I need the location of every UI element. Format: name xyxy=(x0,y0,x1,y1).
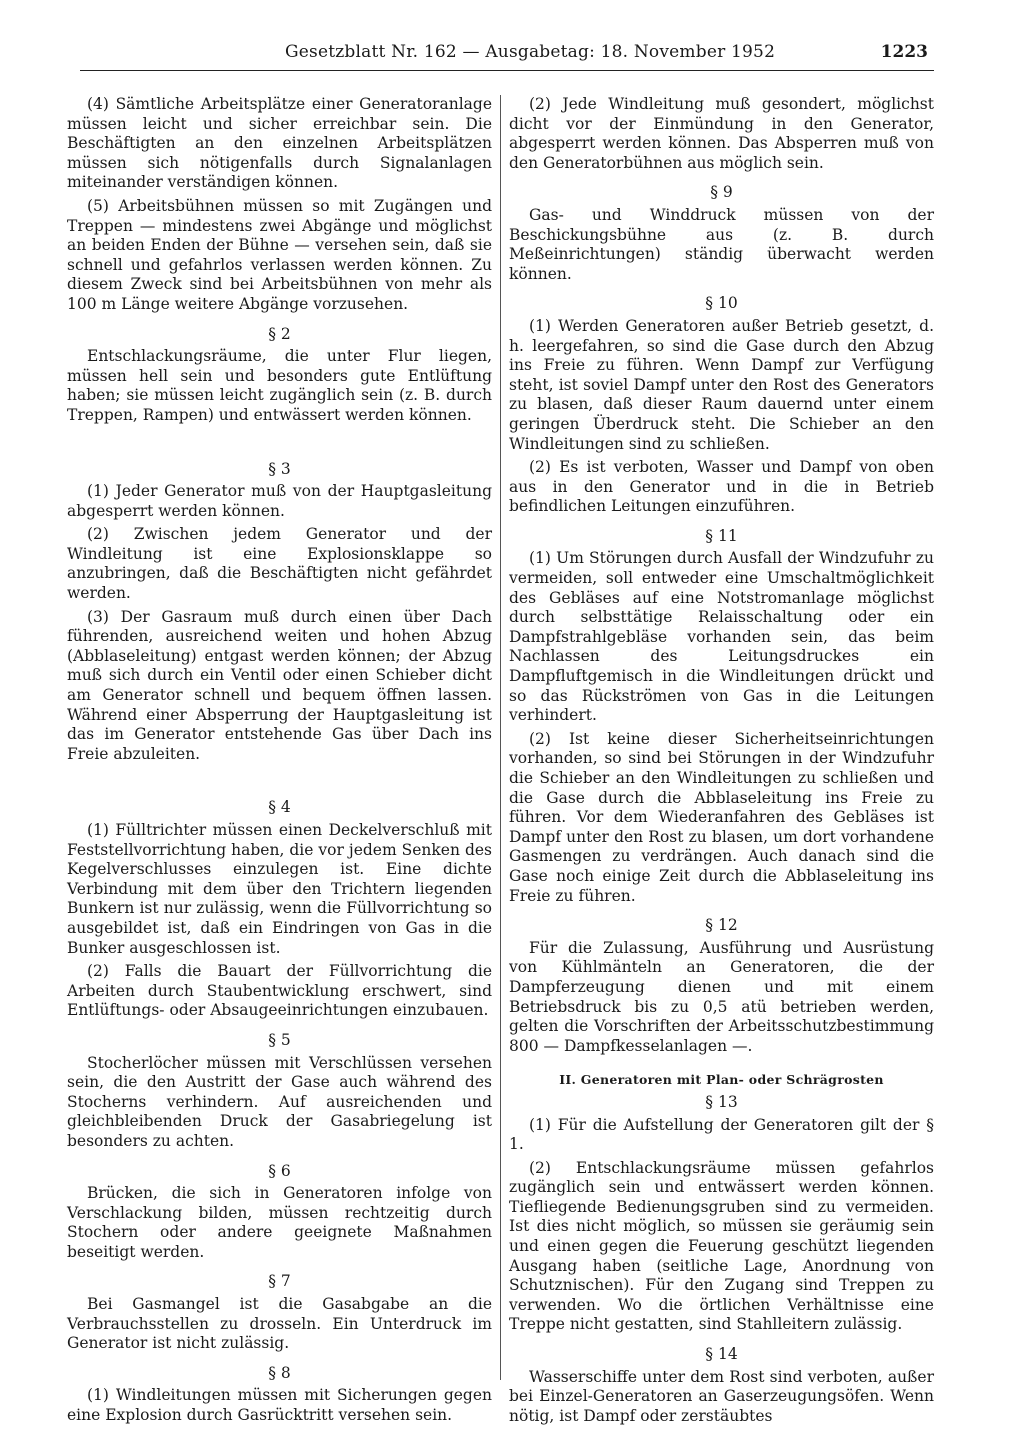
paragraph: Brücken, die sich in Generatoren infolge von Verschlackung bilden, müssen rechtzeitig durch Stochern oder andere geeignete Maßnahmen beseitigt werden. xyxy=(67,1184,492,1261)
paragraph: (3) Der Gasraum muß durch einen über Dach führenden, ausreichend weiten und hohen Abzug (Abblaseleitung) entgast werden können; der Abzug muß sich durch ein Ventil oder einen Schieber dicht am Generator schnell und bequem öffnen lassen. Während einer Absperrung der Hauptgasleitung ist das im Generator entstehende Gas über Dach ins Freie abzuleiten. xyxy=(67,607,492,763)
section-heading: § 4 xyxy=(268,798,291,817)
section-heading: § 7 xyxy=(268,1272,291,1291)
paragraph: (5) Arbeitsbühnen müssen so mit Zugängen und Treppen — mindestens zwei Abgänge und möglichst an beiden Enden der Bühne — versehen sein, daß sie schnell und gefahrlos verlassen werden können. Zu diesem Zweck sind bei Arbeitsbühnen von mehr als 100 m Länge weitere Abgänge vorzusehen. xyxy=(67,196,492,313)
section-heading: § 10 xyxy=(705,294,738,313)
paragraph: (1) Werden Generatoren außer Betrieb gesetzt, d. h. leergefahren, so sind die Gase durch den Abzug ins Freie zu führen. Wenn Dampf zur Verfügung steht, ist soviel Dampf unter den Rost des Generators zu blasen, daß dieser Raum dauernd unter einem geringen Überdruck steht. Die Schieber an den Windleitungen sind zu schließen. xyxy=(509,316,934,453)
section-heading: § 13 xyxy=(705,1092,738,1111)
paragraph: Stocherlöcher müssen mit Verschlüssen versehen sein, die den Austritt der Gase auch während des Stocherns verhindern. Auf ausreichenden und gleichbleibenden Druck der Gasabriegelung ist besonders zu achten. xyxy=(67,1053,492,1150)
section-heading: § 5 xyxy=(268,1030,291,1049)
header-rule xyxy=(80,70,934,71)
section-heading: § 14 xyxy=(705,1345,738,1364)
header-title: Gesetzblatt Nr. 162 — Ausgabetag: 18. November 1952 xyxy=(285,42,776,62)
section-heading: § 11 xyxy=(705,526,738,545)
paragraph: (4) Sämtliche Arbeitsplätze einer Generatoranlage müssen leicht und sicher erreichbar sein. Die Beschäftigten an den einzelnen Arbeitsplätzen müssen sich nötigenfalls durch Signalanlagen miteinander verständigen können. xyxy=(67,95,492,192)
paragraph: (1) Um Störungen durch Ausfall der Windzufuhr zu vermeiden, soll entweder eine Umschaltmöglichkeit des Gebläses auf eine Notstromanlage möglichst durch selbsttätige Relaisschaltung oder ein Dampfstrahlgebläse vorhanden sein, das beim Nachlassen des Leitungsdruckes ein Dampfluftgemisch in die Windleitungen drückt und so das Rückströmen von Gas in die Leitungen verhindert. xyxy=(509,549,934,725)
paragraph: Gas- und Winddruck müssen von der Beschickungsbühne aus (z. B. durch Meßeinrichtungen) ständig überwacht werden können. xyxy=(509,205,934,283)
part-title: II. Generatoren mit Plan- oder Schrägrosten xyxy=(559,1072,884,1088)
paragraph: (2) Zwischen jedem Generator und der Windleitung ist eine Explosionsklappe so anzubringen, daß die Beschäftigten nicht gefährdet werden. xyxy=(67,525,492,603)
paragraph: Für die Zulassung, Ausführung und Ausrüstung von Kühlmänteln an Generatoren, die der Dampferzeugung dienen und mit einem Betriebsdruck bis zu 0,5 atü betrieben werden, gelten die Vorschriften der Arbeitsschutzbestimmung 800 — Dampfkesselanlagen —. xyxy=(509,938,934,1055)
paragraph: Bei Gasmangel ist die Gasabgabe an die Verbrauchsstellen zu drosseln. Ein Unterdruck im Generator ist nicht zulässig. xyxy=(67,1295,492,1353)
section-heading: § 9 xyxy=(710,183,733,202)
paragraph: (1) Windleitungen müssen mit Sicherungen gegen eine Explosion durch Gasrücktritt versehen sein. xyxy=(67,1386,492,1425)
paragraph: (2) Falls die Bauart der Füllvorrichtung die Arbeiten durch Staubentwicklung erschwert, sind Entlüftungs- oder Absaugeeinrichtungen einzubauen. xyxy=(67,962,492,1020)
section-heading: § 12 xyxy=(705,916,738,935)
column-divider xyxy=(500,95,501,1380)
paragraph: Wasserschiffe unter dem Rost sind verboten, außer bei Einzel-Generatoren an Gaserzeugungsöfen. Wenn nötig, ist Dampf oder zerstäubtes xyxy=(509,1367,934,1425)
paragraph: (2) Es ist verboten, Wasser und Dampf von oben aus in den Generator und in die in Betrieb befindlichen Leitungen einzuführen. xyxy=(509,458,934,516)
paragraph: (1) Für die Aufstellung der Generatoren gilt der § 1. xyxy=(509,1115,934,1154)
paragraph: (2) Ist keine dieser Sicherheitseinrichtungen vorhanden, so sind bei Störungen in der Windzufuhr die Schieber an den Windleitungen zu schließen und die Gase durch die Abblaseleitung ins Freie zu führen. Vor dem Wiederanfahren des Gebläses ist Dampf unter den Rost zu blasen, um dort vorhandene Gasmengen zu verdrängen. Auch danach sind die Gase noch einige Zeit durch die Abblaseleitung ins Freie zu führen. xyxy=(509,729,934,905)
section-heading: § 6 xyxy=(268,1161,291,1180)
page-number: 1223 xyxy=(880,42,928,62)
paragraph: (2) Entschlackungsräume müssen gefahrlos zugänglich sein und entwässert werden können. Tiefliegende Bedienungsgruben sind zu vermeiden. Ist dies nicht möglich, so müssen sie geräumig sein und einen gegen die Feuerung geschützt liegenden Ausgang haben (seitliche Lage, Anordnung von Schutznischen). Für den Zugang sind Treppen zu verwenden. Wo die örtlichen Verhältnisse eine Treppe nicht gestatten, sind Stahlleitern zulässig. xyxy=(509,1158,934,1334)
section-heading: § 2 xyxy=(268,324,291,343)
paragraph: (1) Fülltrichter müssen einen Deckelverschluß mit Feststellvorrichtung haben, die vor jedem Senken des Kegelverschlusses einzulegen ist. Eine dichte Verbindung mit dem über den Trichtern liegenden Bunkern ist nur zulässig, wenn die Füllvorrichtung so ausgebildet ist, daß ein Eindringen von Gas in die Bunker ausgeschlossen ist. xyxy=(67,821,492,957)
left-column xyxy=(67,95,492,1430)
paragraph: Entschlackungsräume, die unter Flur liegen, müssen hell sein und besonders gute Entlüftung haben; sie müssen leicht zugänglich sein (z. B. durch Treppen, Rampen) und entwässert werden können. xyxy=(67,347,492,424)
section-heading: § 3 xyxy=(268,459,291,478)
page-header xyxy=(80,42,934,74)
section-heading: § 8 xyxy=(268,1363,291,1382)
paragraph: (2) Jede Windleitung muß gesondert, möglichst dicht vor der Einmündung in den Generator, abgesperrt werden können. Das Absperren muß von den Generatorbühnen aus möglich sein. xyxy=(509,95,934,172)
right-column xyxy=(509,95,934,1430)
paragraph: (1) Jeder Generator muß von der Hauptgasleitung abgesperrt werden können. xyxy=(67,482,492,520)
